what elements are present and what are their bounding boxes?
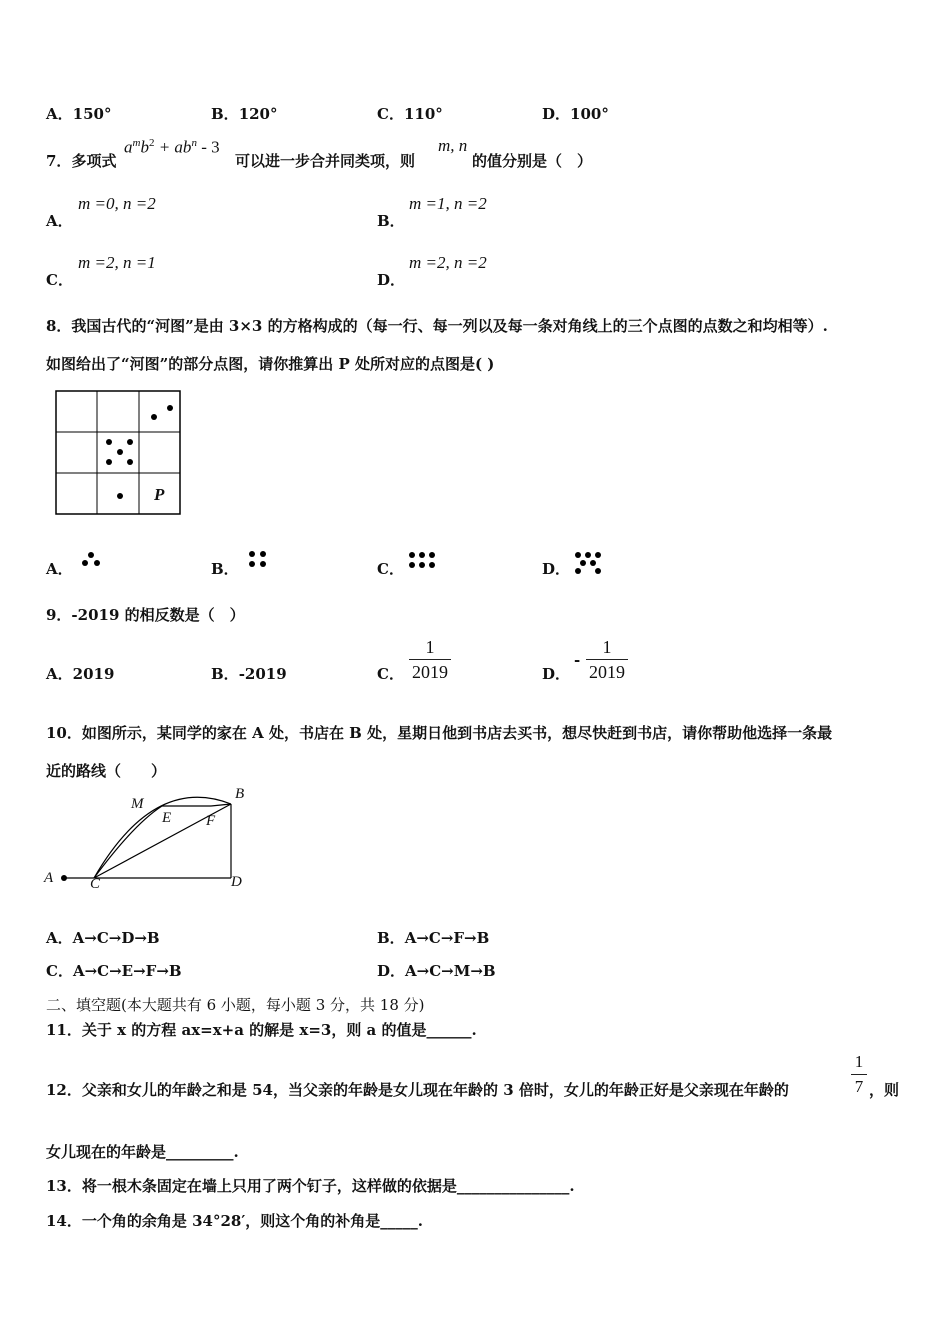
fraction-numerator: 1 (602, 637, 612, 657)
q8-option-c-label[interactable]: C． (377, 560, 404, 578)
option-label: A． (46, 105, 73, 123)
question-number: 7． (46, 152, 72, 170)
math-sup: m (132, 137, 141, 149)
stem-text: 多项式 (71, 152, 117, 170)
option-value: 110° (403, 105, 443, 123)
option-dot (575, 568, 581, 574)
label-b: B (235, 786, 245, 802)
stem-text: 可以进一步合并同类项，则 (235, 152, 416, 170)
option-dot (260, 561, 266, 567)
option-value: 100° (570, 105, 609, 123)
q7-option-b-value: m =1, n =2 (409, 194, 487, 213)
option-label: C． (377, 105, 404, 123)
grid-dot (167, 405, 173, 411)
q7-option-d-value: m =2, n =2 (409, 253, 487, 272)
q9-option-c-fraction (409, 637, 451, 682)
grid-dot (127, 439, 133, 445)
option-value: 2019 (72, 665, 115, 683)
option-dot (409, 552, 415, 558)
point-a (61, 875, 67, 881)
q6-option-c[interactable] (377, 103, 443, 124)
option-dot (94, 560, 100, 566)
q8-option-a-label[interactable]: A． (46, 560, 73, 578)
q9-option-d-fraction (586, 637, 628, 682)
grid-dot (127, 459, 133, 465)
q9-option-b[interactable] (211, 663, 287, 684)
fraction-bar (409, 659, 451, 660)
option-dot (595, 568, 601, 574)
grid-dot (106, 439, 112, 445)
option-value: A→C→M→B (405, 962, 496, 980)
math-sup: 2 (148, 137, 155, 149)
q7-option-c-label[interactable]: C． (46, 271, 73, 289)
option-dot (249, 561, 255, 567)
q11-text: 11．关于 x 的方程 ax=x+a 的解是 x=3，则 a 的值是______. (46, 1021, 477, 1039)
option-label: A． (46, 929, 73, 947)
q7-option-a-value: m =0, n =2 (78, 194, 156, 213)
option-value: A→C→D→B (72, 929, 160, 947)
q12-fraction (851, 1052, 867, 1097)
q10-option-c[interactable] (46, 960, 182, 981)
q8-option-b-dots (249, 551, 269, 569)
option-value: 120° (238, 105, 278, 123)
q6-option-d[interactable] (542, 103, 609, 124)
option-dot (88, 552, 94, 558)
q8-option-d-dots (575, 552, 605, 576)
arc-ce (94, 806, 162, 878)
q12-text: 12．父亲和女儿的年龄之和是 54，当父亲的年龄是女儿现在年龄的 3 倍时，女儿的年龄正好是父亲现在年龄的 (46, 1081, 789, 1099)
grid-dot (117, 493, 123, 499)
option-dot (580, 560, 586, 566)
fraction-denominator: 7 (854, 1077, 864, 1096)
q9-option-c-label[interactable]: C． (377, 665, 404, 683)
q8-option-c-dots (409, 552, 439, 570)
route-figure (44, 784, 254, 894)
option-label: C． (46, 962, 73, 980)
grid-p-label: P (154, 485, 165, 504)
q9-option-d-sign: - (574, 651, 581, 669)
math-term: + ab (154, 137, 192, 157)
option-dot (419, 552, 425, 558)
option-label: B． (211, 105, 239, 123)
q7-stem (46, 150, 116, 171)
q8-line1: 8．我国古代的“河图”是由 3×3 的方格构成的（每一行、每一列以及每一条对角线上的三个点图的点数之和均相等）. (46, 317, 828, 335)
label-d: D (231, 874, 242, 890)
q7-option-a-label[interactable]: A． (46, 212, 73, 230)
q10-line2: 近的路线（ ） (46, 762, 167, 780)
option-value: -2019 (238, 665, 287, 683)
option-dot (429, 552, 435, 558)
option-label: D． (377, 962, 406, 980)
fraction-denominator: 2019 (589, 662, 625, 682)
q12-tail: ，则 (869, 1081, 900, 1099)
q12-line2: 女儿现在的年龄是_________. (46, 1143, 239, 1161)
option-label: D． (542, 105, 571, 123)
option-value: A→C→E→F→B (72, 962, 182, 980)
option-label: B． (377, 929, 405, 947)
option-value: 150° (72, 105, 112, 123)
option-value: A→C→F→B (404, 929, 490, 947)
q9-option-d-label[interactable]: D． (542, 665, 571, 683)
q7-vars: m, n (438, 136, 468, 155)
option-dot (575, 552, 581, 558)
fraction-denominator: 2019 (412, 662, 448, 682)
q13-text: 13．将一根木条固定在墙上只用了两个钉子，这样做的依据是_______________. (46, 1177, 575, 1195)
q7-polynomial (124, 137, 220, 157)
q10-option-d[interactable] (377, 960, 496, 981)
grid-dot (151, 414, 157, 420)
math-sup: n (191, 137, 197, 149)
q8-option-b-label[interactable]: B． (211, 560, 239, 578)
q8-option-d-label[interactable]: D． (542, 560, 571, 578)
grid-dot (106, 459, 112, 465)
fraction-numerator: 1 (854, 1052, 864, 1071)
fraction-numerator: 1 (425, 637, 435, 657)
label-c: C (90, 876, 101, 892)
math-var: a (124, 137, 133, 157)
q6-option-a[interactable] (46, 103, 111, 124)
math-term: - 3 (196, 137, 220, 157)
q14-text: 14．一个角的余角是 34°28′，则这个角的补角是_____. (46, 1212, 424, 1230)
option-dot (419, 562, 425, 568)
q7-option-d-label[interactable]: D． (377, 271, 406, 289)
option-dot (260, 551, 266, 557)
math-var: b (140, 137, 149, 157)
fraction-bar (851, 1074, 867, 1075)
option-label: A． (46, 665, 73, 683)
q9-option-a[interactable] (46, 663, 114, 684)
grid-dot (117, 449, 123, 455)
q6-option-b[interactable] (211, 103, 278, 124)
q10-option-a[interactable] (46, 927, 160, 948)
label-e: E (162, 810, 172, 826)
label-f: F (206, 813, 216, 829)
q7-stem-suffix: 的值分别是（ ） (472, 152, 593, 170)
option-dot (590, 560, 596, 566)
fraction-bar (586, 659, 628, 660)
option-dot (595, 552, 601, 558)
q10-option-b[interactable] (377, 927, 489, 948)
q9-stem: 9．-2019 的相反数是（ ） (46, 606, 245, 624)
option-dot (429, 562, 435, 568)
q7-option-c-value: m =2, n =1 (78, 253, 156, 272)
section-fill-in-title: 二、填空题(本大题共有 6 小题，每小题 3 分，共 18 分) (46, 996, 425, 1014)
option-dot (82, 560, 88, 566)
option-dot (249, 551, 255, 557)
q10-line1: 10．如图所示，某同学的家在 A 处，书店在 B 处，星期日他到书店去买书，想尽快赶到书店，请你帮助他选择一条最 (46, 724, 833, 742)
q7-stem-middle (235, 150, 415, 171)
label-m: M (131, 796, 144, 812)
option-dot (409, 562, 415, 568)
option-dot (585, 552, 591, 558)
q8-line2: 如图给出了“河图”的部分点图，请你推算出 P 处所对应的点图是( ) (46, 355, 495, 373)
q8-option-a-dots (82, 552, 104, 568)
q7-option-b-label[interactable]: B． (377, 212, 405, 230)
label-a: A (44, 870, 54, 886)
option-label: B． (211, 665, 239, 683)
route-diagram (44, 784, 254, 894)
